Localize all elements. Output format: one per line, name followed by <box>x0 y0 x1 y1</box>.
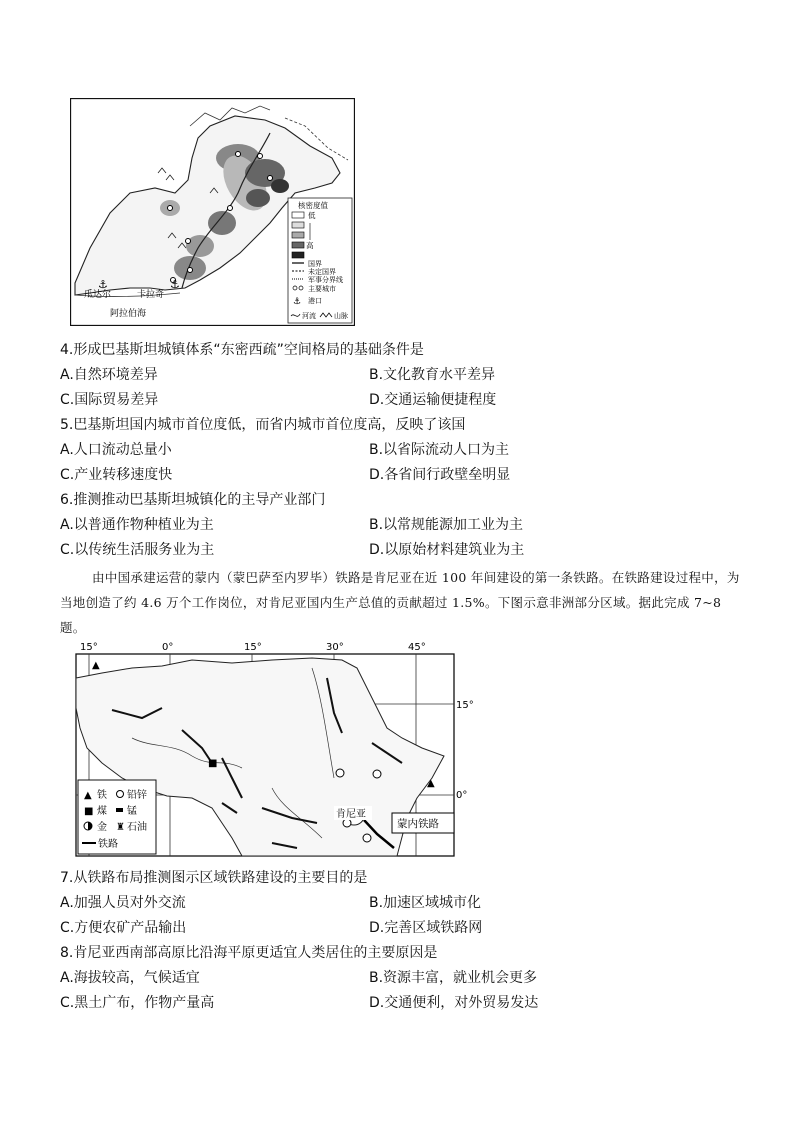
mengnei-label: 蒙内铁路 <box>397 818 439 830</box>
svg-text:锰: 锰 <box>127 806 137 817</box>
anchor-icon: ⚓ <box>170 278 180 291</box>
svg-text:河流: 河流 <box>302 312 316 320</box>
svg-text:军事分界线: 军事分界线 <box>308 276 343 284</box>
q8-option-c[interactable]: C.黑土广布，作物产量高 <box>60 995 215 1011</box>
svg-text:未定国界: 未定国界 <box>308 268 336 276</box>
svg-text:0°: 0° <box>162 642 174 653</box>
oil-icon: ♜ <box>116 822 125 833</box>
svg-text:金: 金 <box>97 822 107 833</box>
svg-text:0°: 0° <box>456 790 468 801</box>
iron-icon: ▲ <box>427 778 435 789</box>
city-karachi: 卡拉奇 <box>137 290 165 300</box>
q5-option-c[interactable]: C.产业转移速度快 <box>60 467 173 483</box>
question-8-stem: 8.肯尼亚西南部高原比沿海平原更适宜人类居住的主要原因是 <box>60 945 438 961</box>
svg-text:主要城市: 主要城市 <box>308 285 336 293</box>
q5-option-d[interactable]: D.各省间行政壁垒明显 <box>369 467 511 483</box>
svg-text:■: ■ <box>84 806 94 817</box>
map1-legend <box>288 198 352 323</box>
q6-option-d[interactable]: D.以原始材料建筑业为主 <box>369 542 525 558</box>
coal-icon: ■ <box>208 758 218 769</box>
svg-text:铅锌: 铅锌 <box>127 790 147 801</box>
city-gwadar: 瓜达尔 <box>84 290 112 300</box>
q5-option-b[interactable]: B.以省际流动人口为主 <box>369 442 510 458</box>
map2-legend <box>78 780 156 854</box>
svg-text:15°: 15° <box>456 700 474 711</box>
q7-option-a[interactable]: A.加强人员对外交流 <box>60 895 186 911</box>
kenya-label: 肯尼亚 <box>336 809 366 820</box>
q4-option-a[interactable]: A.自然环境差异 <box>60 367 158 383</box>
iron-icon: ▲ <box>92 660 100 671</box>
q6-option-b[interactable]: B.以常规能源加工业为主 <box>369 517 524 533</box>
svg-text:港口: 港口 <box>308 297 322 305</box>
q6-option-a[interactable]: A.以普通作物种植业为主 <box>60 517 214 533</box>
africa-map <box>72 638 474 860</box>
q8-option-d[interactable]: D.交通便利，对外贸易发达 <box>369 995 539 1011</box>
q5-option-a[interactable]: A.人口流动总量小 <box>60 442 172 458</box>
svg-text:石油: 石油 <box>127 822 147 833</box>
svg-text:铁: 铁 <box>97 790 107 801</box>
legend-title: 核密度值 <box>298 201 328 210</box>
svg-text:30°: 30° <box>326 642 344 653</box>
q7-option-b[interactable]: B.加速区域城市化 <box>369 895 482 911</box>
q4-option-b[interactable]: B.文化教育水平差异 <box>369 367 496 383</box>
anchor-icon: ⚓ <box>98 278 108 291</box>
svg-text:国界: 国界 <box>308 260 322 268</box>
svg-text:高: 高 <box>306 241 314 250</box>
question-5-stem: 5.巴基斯坦国内城市首位度低，而省内城市首位度高，反映了该国 <box>60 417 466 433</box>
sea-label: 阿拉伯海 <box>110 309 147 319</box>
question-7-stem: 7.从铁路布局推测图示区域铁路建设的主要目的是 <box>60 870 368 886</box>
question-4-stem: 4.形成巴基斯坦城镇体系“东密西疏”空间格局的基础条件是 <box>60 342 424 358</box>
anchor-icon: ⚓ <box>293 297 302 307</box>
q4-option-d[interactable]: D.交通运输便捷程度 <box>369 392 497 408</box>
pakistan-map <box>70 98 355 326</box>
passage: 由中国承建运营的蒙内（蒙巴萨至内罗毕）铁路是肯尼亚在近 100 年间建设的第一条铁路。在铁路建设过程中，为当地创造了约 4.6 万个工作岗位，对肯尼亚国内生产总值的贡献超过 1.5%。下图示意非洲部分区域。据此完成 7~8 题。 <box>60 570 740 635</box>
q8-option-a[interactable]: A.海拔较高，气候适宜 <box>60 970 200 986</box>
svg-text:低: 低 <box>308 211 316 220</box>
svg-text:15°: 15° <box>80 642 98 653</box>
svg-text:煤: 煤 <box>97 806 107 817</box>
svg-text:山脉: 山脉 <box>334 312 348 320</box>
q7-option-c[interactable]: C.方便农矿产品输出 <box>60 920 187 936</box>
svg-text:15°: 15° <box>244 642 262 653</box>
q4-option-c[interactable]: C.国际贸易差异 <box>60 392 159 408</box>
svg-text:▲: ▲ <box>84 790 92 801</box>
svg-text:铁路: 铁路 <box>98 839 118 850</box>
svg-text:45°: 45° <box>408 642 426 653</box>
question-6-stem: 6.推测推动巴基斯坦城镇化的主导产业部门 <box>60 492 326 508</box>
q6-option-c[interactable]: C.以传统生活服务业为主 <box>60 542 215 558</box>
q8-option-b[interactable]: B.资源丰富，就业机会更多 <box>369 970 538 986</box>
q7-option-d[interactable]: D.完善区域铁路网 <box>369 920 483 936</box>
